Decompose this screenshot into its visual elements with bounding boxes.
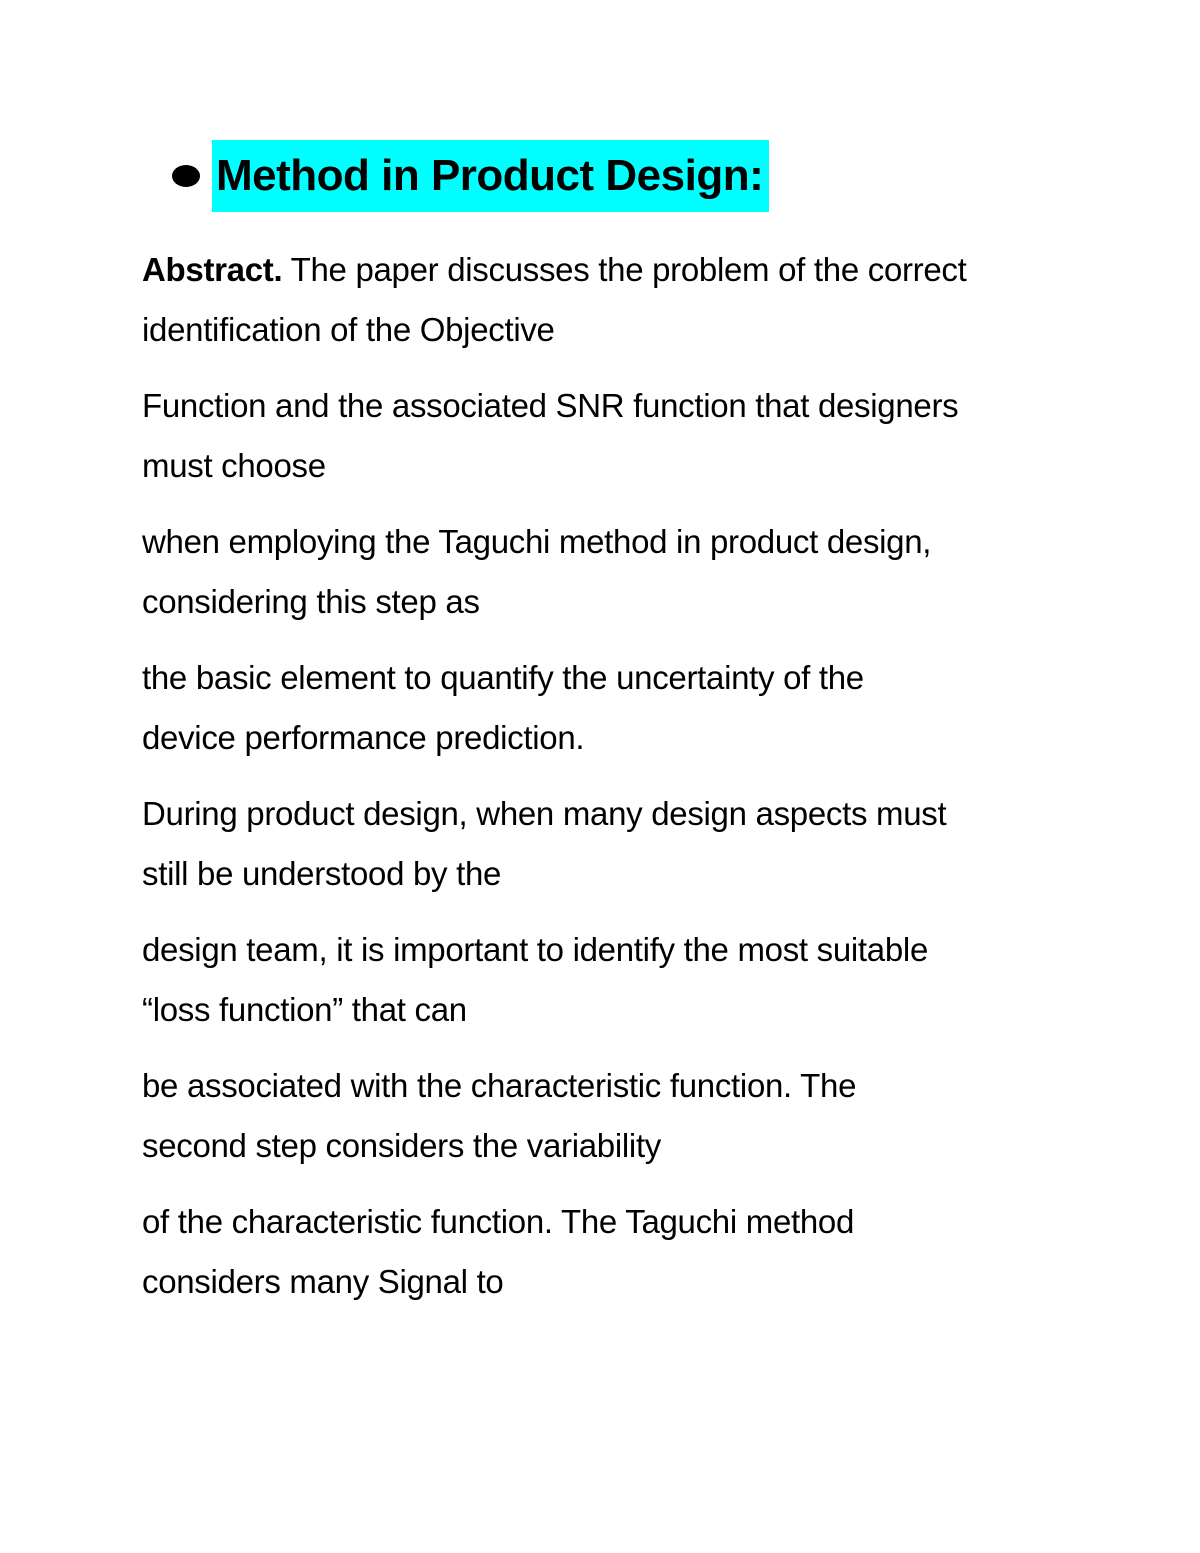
paragraph-line: when employing the Taguchi method in product design,: [142, 523, 932, 560]
paragraph-8: [142, 1192, 1072, 1312]
paragraph-line: considers many Signal to: [142, 1263, 504, 1300]
paragraph-line: of the characteristic function. The Taguchi method: [142, 1203, 855, 1240]
paragraph-2: [142, 376, 1072, 496]
heading-row: [172, 140, 769, 212]
paragraph-line-text: The paper discusses the problem of the correct: [282, 251, 967, 288]
paragraph-4: [142, 648, 1072, 768]
paragraph-3: [142, 512, 1072, 632]
body-text: [142, 240, 1072, 1328]
paragraph-line: “loss function” that can: [142, 991, 467, 1028]
paragraph-line: still be understood by the: [142, 855, 502, 892]
paragraph-line: [142, 240, 1072, 300]
paragraph-line: design team, it is important to identify the most suitable: [142, 931, 928, 968]
paragraph-line: device performance prediction.: [142, 719, 585, 756]
section-heading: Method in Product Design:: [212, 140, 769, 212]
paragraph-line: be associated with the characteristic function. The: [142, 1067, 857, 1104]
paragraph-7: [142, 1056, 1072, 1176]
paragraph-line: must choose: [142, 447, 326, 484]
paragraph-5: [142, 784, 1072, 904]
paragraph-line: identification of the Objective: [142, 311, 555, 348]
paragraph-line: the basic element to quantify the uncertainty of the: [142, 659, 864, 696]
paragraph-line: During product design, when many design aspects must: [142, 795, 947, 832]
paragraph-line: considering this step as: [142, 583, 480, 620]
paragraph-6: [142, 920, 1072, 1040]
abstract-label: Abstract.: [142, 251, 283, 288]
paragraph-1: [142, 240, 1072, 360]
paragraph-line: second step considers the variability: [142, 1127, 662, 1164]
paragraph-line: Function and the associated SNR function that designers: [142, 387, 959, 424]
bullet-icon: [172, 165, 200, 187]
